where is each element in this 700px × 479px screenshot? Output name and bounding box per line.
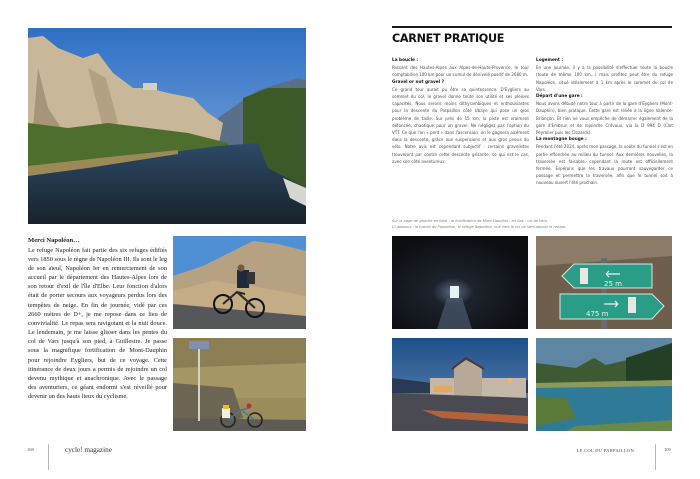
photo-caption [392, 218, 672, 231]
section-heading: Logement : [536, 58, 564, 63]
title-rule [392, 26, 672, 28]
section-running-head: LE COL DU PARPAILLON [576, 448, 634, 453]
cyclist-col-de-vars-photo [173, 236, 306, 329]
section-heading: La montagne bouge : [536, 137, 587, 143]
section-body: Nous avons débuté notre tour à partir de la gare d'Eygliers (Mont-Dauphin), bien pratique. Cette gare est reliée à la ligne Valence-Briançon. Et rien ne vous empêche de démarrer également de la gare d'Embrun et de rejoindre Crévoux, via la D 994 D (Clot Peyrolier puis les Clozards). [536, 101, 673, 136]
mountain-lake-photo [536, 338, 672, 431]
right-page [350, 0, 700, 479]
section-body: En une journée, il y a la possibilité d'effectuer toute la boucle (toute de même 100 km…) mais profitez peut être du refuge Napoléon, situé idéalement à 1 km après le sommet du col de Vars. [536, 65, 673, 92]
footer-divider-right [655, 444, 656, 470]
section-body: Passant des Hautes-Alpes aux Alpes-de-Haute-Provence, le tour comptabilise 100 km pour un cumul de dénivelé positif de 2680 m. [392, 65, 529, 78]
caption-line-2: Ci-dessous : le tunnel du Parpaillon, le refuge Napoléon, vue vers le col de Vars depuis le refuge. [392, 225, 567, 230]
river-canyon-fortification-photo [28, 28, 306, 224]
page-number-right: 109 [664, 447, 671, 452]
info-column-1 [392, 57, 529, 165]
story-body: Le refuge Napoléon fait partie des six refuges édifiés vers 1850 sous le règne de Napoléon III. Ils sont le leg de son aïeul, Napoléon Ier en remerciement de son accueil par le département des Hautes-Alpes lors de son retour d'exil de l'île d'Elbe. Leur fonction d'alors était de porter secours aux voyageurs perdus lors des tempêtes de neige. En fin de journée, vidé par ces 2660 mètres de D+, je me repose dans ce lieu de convivialité. Le repas sera ravigotant et la nuit douce. Le lendemain, je me laisse glisser dans les pentes du col de Vars jusqu'à son pied, à Guillestre. Je passe sous la magnifique fortification de Mont-Dauphin pour rejoindre Eygliers, but de ce voyage. Cette itinérance de deux jours a permis de rejoindre un col devenu mythique et anachronique. Avec le passage des aventuriers, ce géant endormi s'est réveillé pour devenir un des hauts lieux du cyclisme. [28, 246, 167, 401]
info-column-2 [536, 57, 673, 187]
section-body: Ce grand tour aurait pu être sa quintessence. D'Eygliers au sommet du col, le gravel donne toute son utilité et ses pleines capacités. Nous serons moins dithyrambiques et enthousiastes pour la descente du Parpaillon côté Ubaye qui pose un gros problème de taille. Sur près de 15 km, la piste est vraiment défoncée, chaotique pour un gravel. Ne négligez pas l'option du VTT. Ce que l'on « perd » dans l'ascension, on le gagnera aisément dans la descente, grâce aux suspensions et aux gros pneus du vélo. Notre avis est cependant subjectif : certains gravelistes trouveront par contre cette descente grisante, ce qui est le cas, avec son côté aventureux. [392, 86, 529, 164]
story-title: Merci Napoléon… [28, 237, 80, 244]
section-heading: Départ d'une gare : [536, 94, 583, 100]
section-body: Pendant l'été 2024, après mon passage, la voûte du tunnel s'est en partie effondrée au milieu du tunnel. Aux dernières nouvelles, la traversée est faisable, cependant la route est officiellement fermée. Espérons que les travaux pourront sauvegarder ce passage et permettre la traversée, afin que le tunnel soit à nouveau ouvert l'été prochain. [536, 144, 673, 186]
footer-divider-left [48, 444, 49, 470]
parpaillon-tunnel-photo [392, 236, 528, 329]
section-heading: Gravel or not gravel ? [392, 79, 445, 85]
section-title: CARNET PRATIQUE [392, 32, 505, 45]
sign-distance-bottom: 475 m [586, 310, 609, 318]
section-heading: La boucle : [392, 58, 419, 63]
refuge-napoleon-dusk-photo [392, 338, 528, 431]
sign-distance-top: 25 m [604, 280, 622, 288]
bike-by-col-sign-photo [173, 338, 306, 431]
story-sidebar [28, 236, 167, 432]
page-number-left: 108 [27, 447, 34, 452]
magazine-name: cycle! magazine [65, 446, 112, 454]
tunnel-exit-sign-photo [536, 236, 672, 329]
caption-line-1: Sur la page de gauche en haut : la fortification de Mont-Dauphin ; en bas : col de Vars. [392, 219, 549, 223]
